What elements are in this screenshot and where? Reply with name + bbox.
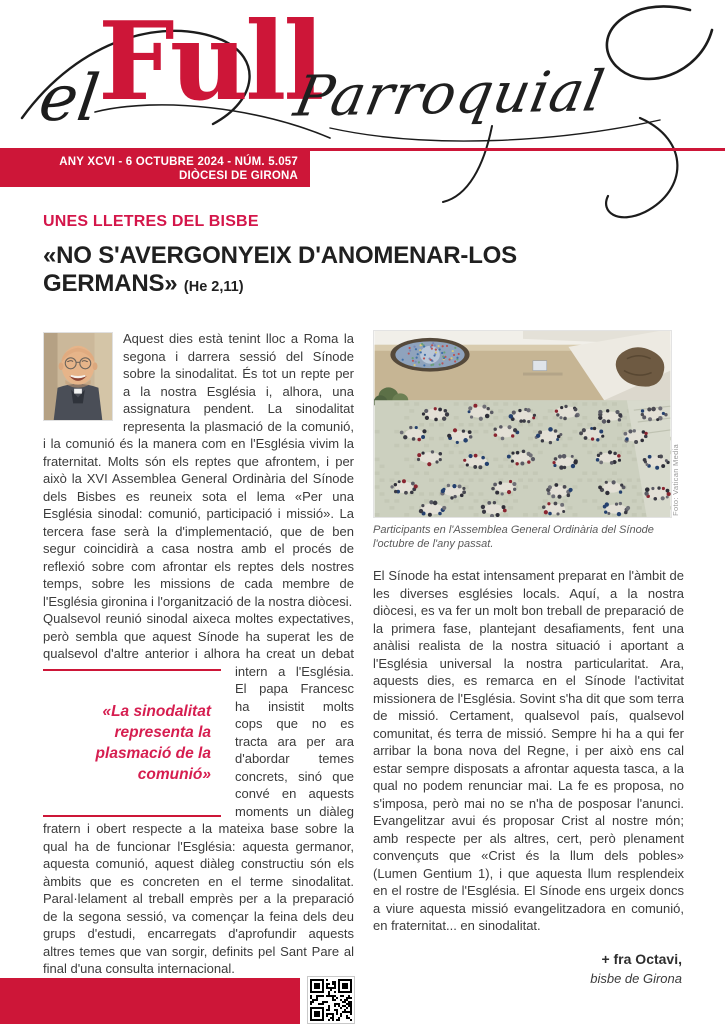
diocese-line: DIÒCESI DE GIRONA — [178, 170, 298, 182]
article-title — [43, 242, 608, 301]
masthead-prefix: el — [34, 62, 104, 136]
article-title-reference: (He 2,11) — [183, 279, 244, 295]
right-paragraph: El Sínode ha estat intensament preparat en l'àmbit de les diverses esglésies locals. Aquí, a la nostra diòcesi, es va fer un molt bon treball de preparació de la primera fase, plantejant desafiaments, fent una anàlisi realista de la nostra situació i aportant a l'Església universal la nostra particularitat. Ara, aquests dies, es remarca en el Sínode l'activitat missionera de l'Església. Sovint s'ha dit que som terra de missió. Certament, qualsevol país, qualsevol comunitat, és terra de missió. Sempre hi ha a qui fer arribar la bona nova del Regne, i per això ens cal estar sempre disposats a afrontar aquesta tasca, a la qual no podem renunciar mai. La fe es proposa, no s'imposa, però mai no se n'ha de posposar l'anunci. Evangelitzar avui és proposar Crist al nostre món; amb respecte per als altres, cert, però plenament convençuts que «Crist és la llum dels pobles» (Lumen Gentium 1), i que aquesta llum resplendeix en el rostre de l'Església. El Sínode ens urgeix doncs a viure aquesta missió evangelitzadora en comunió, en fraternitat... en sinodalitat. — [373, 568, 684, 933]
signature-role: bisbe de Girona — [590, 971, 682, 986]
synod-photo-block — [373, 330, 684, 518]
pull-quote: «La sinodalitat representa la plasmació de la comunió» — [43, 669, 221, 817]
photo-credit: Foto: Vatican Media — [670, 444, 680, 516]
masthead-subtitle: Parroquial — [289, 59, 610, 130]
signature-block — [373, 951, 684, 988]
qr-code — [307, 976, 355, 1024]
left-paragraph-2: Qualsevol reunió sinodal aixeca moltes expectatives, però sembla que aquest Sínode ha superat les de qualsevol d'altre anterior i alhora ha creat «La sinodalitat representa la plasmació de la comunió» un debat intern a l'Església. El papa Francesc ha insistit molts cops que no es tracta ara per ara d'abordar temes concrets, sinó que convé en aquests moments un diàleg fratern i obert respecte a la mateixa base sobre la qual ha de funcionar l'Església: aquesta germanor, aquesta comunió, aquest diàleg constructiu són els àmbits que es concreten en el terme sinodalitat. Paral·lelament al treball emprès per a la preparació de la segona sessió, va començar la feina dels deu grups d'estudi, encarregats d'aprofundir aquests altres temes que van sorgir, definits pel Sant Pare al final d'una consulta internacional. — [43, 611, 354, 976]
article-column-right — [373, 330, 684, 988]
issue-banner — [0, 151, 310, 187]
section-heading: UNES LLETRES DEL BISBE — [43, 213, 259, 230]
bishop-portrait-photo — [43, 332, 113, 421]
signature-name: + fra Octavi, — [601, 950, 682, 967]
masthead-title: Full — [98, 0, 322, 125]
left-paragraph-1: Aquest dies està tenint lloc a Roma la segona i darrera sessió del Sínode sobre la sinodalitat. És tot un repte per a la nostra Església i, alhora, una assignatura pendent. La sinodalitat representa la plasmació de la comunió, i la comunió és la manera com en l'Església vivim la fraternitat. Molts són els reptes que afrontem, i per això la XVI Assemblea General Ordinària del Sínode dels Bisbes es reuneix sota el lema «Per una Església sinodal: comunió, participació i missió». La tercera fase serà la d'implementació, que de ben segur coincidirà a casa nostra amb el procés de reflexió sobre com afrontar els reptes dels nostres temps, sobre les missions de cada membre de l'Església gironina i l'organització de la nostra diòcesi. — [43, 331, 354, 609]
photo-caption: Participants en l'Assemblea General Ordinària del Sínode l'octubre de l'any passat. — [373, 524, 654, 550]
synod-assembly-photo — [373, 330, 672, 518]
article-column-left — [43, 330, 354, 978]
footer-red-bar — [0, 978, 300, 1024]
article-title-text: «NO S'AVERGONYEIX D'ANOMENAR-LOS GERMANS» — [43, 242, 517, 297]
issue-line: ANY XCVI - 6 OCTUBRE 2024 - NÚM. 5.057 — [59, 156, 298, 168]
